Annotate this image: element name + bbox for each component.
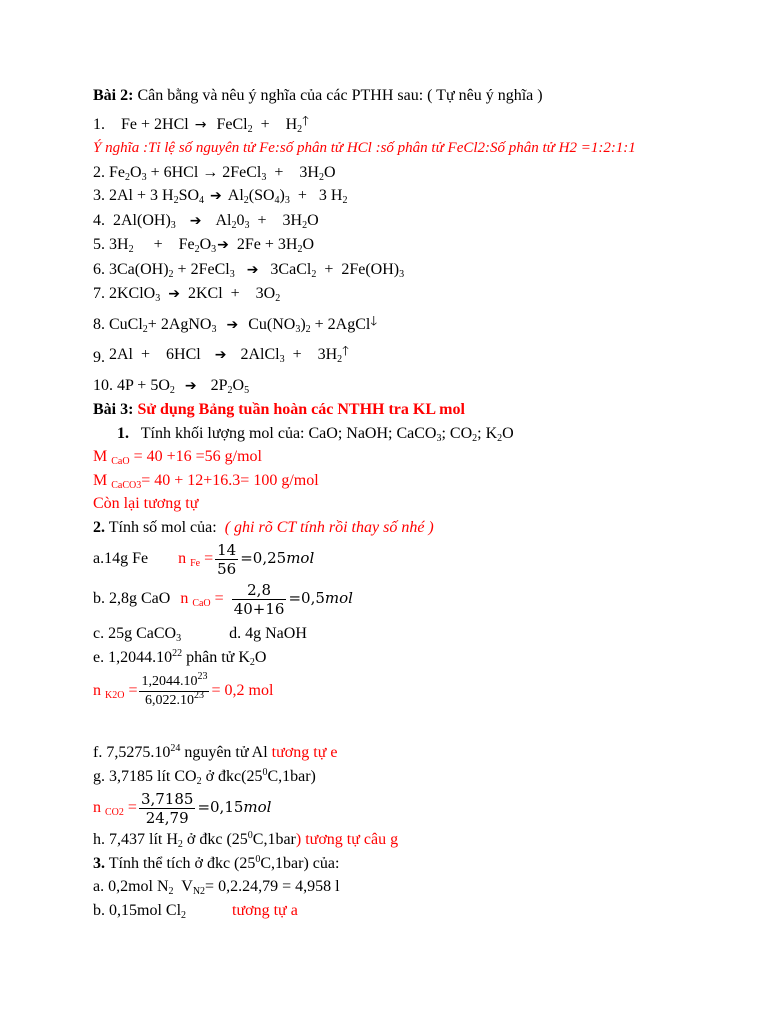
fraction-cao: $\frac{2,8}{40+16}$: [233, 580, 285, 618]
n-k2o-calc: [93, 669, 733, 713]
n-co2-result: =0,15mol: [197, 798, 272, 817]
arrow-icon: ➔: [214, 347, 227, 363]
fraction-co2: $\frac{3,7185}{24,79}$: [140, 789, 194, 827]
rest-similar: Còn lại tương tự: [93, 495, 199, 512]
up-arrow-icon: 🡑: [302, 113, 309, 129]
molar-mass-caco3: M $_{CaCO3}$= 40 + 12+16.3= 100 g/mol: [93, 471, 319, 491]
up-arrow-icon: 🡑: [342, 344, 349, 359]
bai2-heading: [93, 84, 733, 108]
item-e: e. 1,2044.10$^{22}$ phân tử $K_2O$: [93, 647, 267, 668]
item-b-label: b. 2,8g CaO: [93, 590, 171, 608]
arrow-icon: ➔: [246, 261, 259, 278]
n-cao-result: =0,5mol: [288, 589, 353, 608]
q3a-label: a. 0,2mol N: [93, 878, 169, 895]
item-h-label: h. 7,437 lít H: [93, 831, 178, 848]
n-k2o-label: n $_{K2O}$ =: [93, 682, 138, 702]
item-h: h. 7,437 lít $H_2$ ở đkc $(25^0C,1bar)$ tương tự câu g: [93, 830, 399, 850]
equation-9: 9. 2Al + 6HCl ➔ 2AlCl$_3$ + $3H_2^🡑$: [93, 344, 349, 366]
bai3-heading: [93, 398, 733, 422]
n-co2-calc: [93, 788, 733, 828]
equation-4: 4. $2Al(OH)_3$ ➔ $Al_20_3$ + $3H_2O$: [93, 209, 733, 234]
item-g-label: g. 3,7185 lít CO: [93, 767, 197, 785]
q3-item-a: a. 0,2mol $N_2$ $V_{N2}= 0,2.24,79 = 4,958$ l: [93, 878, 340, 897]
bai2-meaning: Ý nghĩa :Tỉ lệ số nguyên tử Fe:số phân tử HCl :số phân tử FeCl2:Số phân tử H2 =1:2:1:1: [93, 140, 636, 156]
fraction-k2o: $\frac{1,2044.10^{23}}{6,022.10^{23}}$: [141, 670, 208, 708]
q3-item-b: b. 0,15mol $Cl_2$ tương tự a: [93, 901, 298, 921]
q1-number: 1.: [117, 424, 129, 442]
arrow-icon: ➔: [217, 237, 229, 253]
q3-end: C,1bar) của:: [260, 854, 340, 872]
item-d-label: d. 4g NaOH: [229, 625, 307, 642]
equation-7: 7. 2KClO$_3$ ➔ 2KCl + $3O_2$: [93, 282, 733, 307]
equation-3: 3. 2Al + 3 $H_2SO_4$ ➔ $Al_2(SO_4)_3 + 3$ $H_2$: [93, 184, 733, 209]
item-h-mid: ở đkc (25: [186, 831, 248, 848]
bai2-title: Bài 2:: [93, 87, 134, 104]
arrow-icon: ➔: [189, 212, 202, 229]
bai2-desc: Cân bằng và nêu ý nghĩa của các PTHH sau: ( Tự nêu ý nghĩa ): [137, 87, 543, 104]
q3-text: Tính thể tích ở đkc (25: [108, 854, 256, 872]
arrow-icon: ➔: [168, 286, 180, 302]
fraction-fe: $\frac{14}{56}$: [217, 540, 237, 578]
equation-1: 1. Fe + 2HCl → FeCl$_2$ + $H_2^🡑$: [93, 110, 733, 138]
down-arrow-icon: 🡓: [370, 313, 378, 329]
equation-2: 2. $Fe_2O_3 + 6HCl$ → 2FeCl$_3$ + $3H_2O$: [93, 163, 336, 183]
n-cao-label: n $_{CaO}$ =: [180, 590, 224, 610]
q2-number: 2.: [93, 518, 105, 536]
equation-8: 8. CuCl$_2$+ 2AgNO$_3$ ➔ $Cu(NO_3)_2$ + 2AgCl🡓: [93, 310, 733, 338]
item-f-note: tương tự e: [271, 744, 338, 761]
q3-number: 3.: [93, 854, 105, 872]
arrow-icon: ➔: [210, 188, 222, 204]
item-a-label: a.14g Fe: [93, 550, 149, 568]
item-g-mid: ở đkc(25: [205, 767, 263, 785]
q1-text: Tính khối lượng mol của: CaO; NaOH; CaCO: [140, 424, 437, 442]
equation-10: 10. $4P + 5O_2$ ➔ $2P_2O_5$: [93, 374, 733, 399]
item-h-note: ) tương tự câu g: [295, 831, 399, 848]
item-g: g. 3,7185 lít $CO_2$ ở $đkc(25^0C,1bar)$: [93, 766, 316, 787]
m-cao-value: = 40 +16 =56 g/mol: [133, 448, 262, 465]
equation-6: 6. $3Ca(OH)_2$ + 2FeCl$_3$ ➔ 3CaCl$_2$ + $2Fe(OH)_3$: [93, 258, 733, 283]
arrow-icon: →: [194, 116, 207, 133]
arrow-icon: ➔: [226, 316, 239, 333]
q2-text: Tính số mol của:: [108, 518, 217, 536]
q2-note: ( ghi rõ CT tính rồi thay số nhé ): [224, 518, 434, 536]
bai3-q1: 1. Tính khối lượng mol của: CaO; NaOH; CaCO$_3$; $CO_2$; $K_2O$: [117, 424, 514, 444]
item-f: f. 7,5275.10$^{24}$ nguyên tử Al tương tự e: [93, 743, 338, 761]
molar-mass-cao: M $_{CaO}$ = 40 +16 =56 g/mol: [93, 448, 262, 467]
m-caco3-value: = 40 + 12+16.3= 100 g/mol: [141, 471, 319, 489]
arrow-icon: ➔: [184, 377, 197, 394]
q3b-label: b. 0,15mol Cl: [93, 901, 182, 919]
item-c-d: c. 25g CaCO$_3$ d. 4g NaOH: [93, 625, 307, 644]
item-e-mid: phân tử K: [186, 648, 250, 666]
bai3-title: Bài 3:: [93, 401, 134, 418]
q3b-note: tương tự a: [232, 901, 298, 919]
item-g-end: C,1bar): [267, 767, 316, 785]
item-e-label: e. 1,2044.10: [93, 648, 173, 666]
n-fe-result: =0,25mol: [240, 549, 315, 568]
item-f-mid: nguyên tử Al: [184, 744, 268, 761]
document-page: [93, 84, 733, 922]
n-fe-label: n $_{Fe}$ =: [178, 550, 214, 570]
equation-5: 5. $3H_2$ + $Fe_2O_3➔$ $2Fe + 3H_2O$: [93, 233, 733, 258]
bai3-q2: [93, 516, 733, 540]
bai3-desc: Sử dụng Bảng tuần hoàn các NTHH tra KL mol: [137, 401, 465, 418]
bai3-q3: 3. Tính thể tích ở đkc $(25^0C,1bar)$ của:: [93, 853, 340, 872]
item-h-end: C,1bar: [252, 831, 296, 848]
item-f-label: f. 7,5275.10: [93, 744, 171, 761]
n-co2-label: n $_{CO2}$ =: [93, 799, 137, 819]
item-a: [93, 539, 733, 579]
item-c-label: c. 25g CaCO: [93, 625, 177, 642]
n-k2o-result: = 0,2 mol: [211, 682, 274, 700]
item-b: [93, 579, 733, 619]
q3a-calc: = 0,2.24,79 = 4,958 l: [205, 878, 340, 895]
